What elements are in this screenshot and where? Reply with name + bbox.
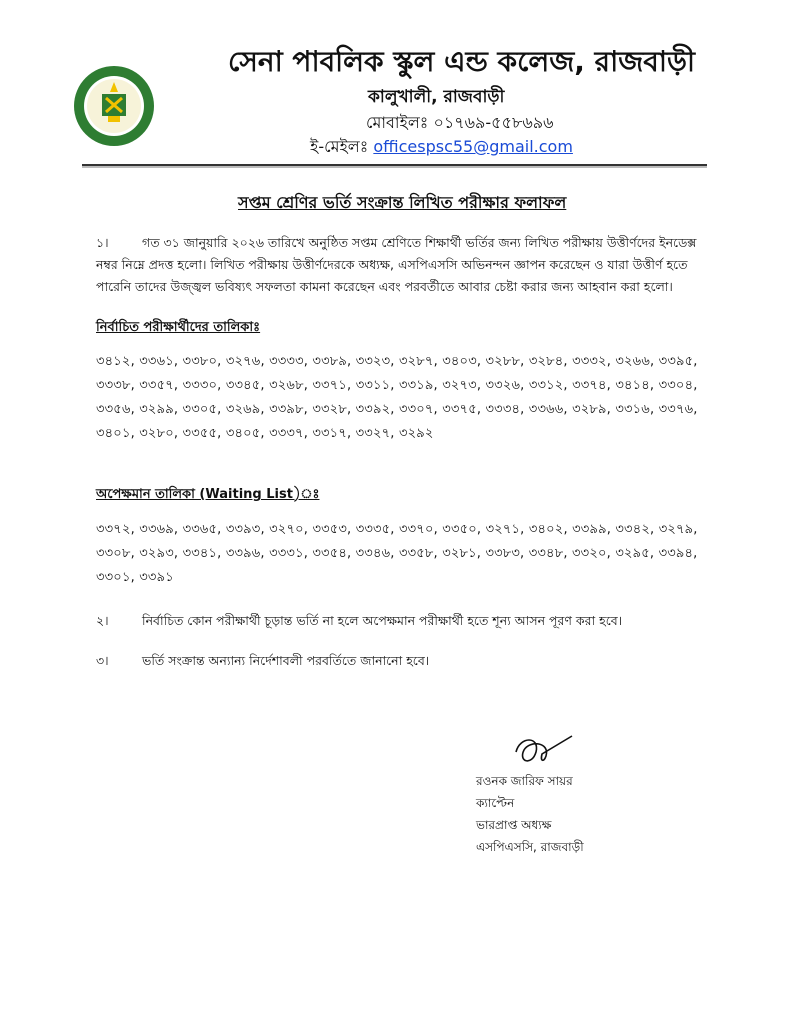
selected-index-number: ৩৩৭৫, <box>442 402 482 417</box>
selected-index-number: ৩৩১৭, <box>312 426 352 441</box>
waiting-index-number: ৩৩৬৫, <box>182 522 222 537</box>
selected-index-number: ৩৩৮০, <box>182 354 222 369</box>
waiting-index-number: ৩৩৭২, <box>96 522 135 537</box>
paragraph-3 <box>96 650 706 672</box>
selected-index-number: ৩৩৫৫, <box>182 426 222 441</box>
selected-list-title: নির্বাচিত পরীক্ষার্থীদের তালিকাঃ <box>96 320 261 335</box>
selected-index-number: ৩৩৬৬, <box>528 402 568 417</box>
waiting-index-number: ৩৩৩৫, <box>355 522 395 537</box>
selected-index-number: ৩৩০৫, <box>182 402 222 417</box>
waiting-index-number: ৩২৭১, <box>485 522 525 537</box>
email-link[interactable]: officespsc55@gmail.com <box>373 137 573 156</box>
waiting-index-number: ৩৩৯১ <box>139 570 174 585</box>
waiting-index-number: ৩৩৪১, <box>182 546 222 561</box>
selected-index-number: ৩৩৫৭, <box>139 378 179 393</box>
waiting-index-number: ৩৩৩১, <box>269 546 309 561</box>
waiting-index-number: ৩২৮১, <box>442 546 482 561</box>
selected-index-number: ৩৩৩৮, <box>96 378 135 393</box>
selected-index-number: ৩৩০৪, <box>658 378 698 393</box>
selected-index-number: ৩২৮৯, <box>572 402 612 417</box>
selected-index-number: ৩৩১৬, <box>615 402 655 417</box>
waiting-index-number: ৩৩৫৮, <box>398 546 438 561</box>
paragraph-2 <box>96 610 706 632</box>
selected-index-number: ৩৩৩৭, <box>269 426 309 441</box>
selected-index-number: ৩৩৭১, <box>312 378 352 393</box>
selected-index-number: ৩৩৯২, <box>355 402 395 417</box>
selected-index-number: ৩৩৫৬, <box>96 402 135 417</box>
selected-index-number: ৩২৬৯, <box>225 402 265 417</box>
school-name: সেনা পাবলিক স্কুল এন্ড কলেজ, রাজবাড়ী <box>228 45 695 78</box>
mobile-label: মোবাইলঃ <box>366 113 429 132</box>
waiting-index-number: ৩৩৫৩, <box>312 522 352 537</box>
waiting-index-number: ৩৩৫০, <box>442 522 482 537</box>
selected-index-number: ৩২৯২ <box>398 426 434 441</box>
selected-index-number: ৩৩২৭, <box>355 426 395 441</box>
selected-index-number: ৩৩৩৪, <box>485 402 525 417</box>
selected-index-number: ৩৪১৪, <box>615 378 655 393</box>
waiting-index-number: ৩৩০৮, <box>96 546 135 561</box>
selected-index-number: ৩৪০১, <box>96 426 135 441</box>
waiting-index-number: ৩২৭৯, <box>658 522 698 537</box>
selected-index-number: ৩৩৮৯, <box>312 354 352 369</box>
selected-index-number: ৩৩২৩, <box>355 354 395 369</box>
waiting-index-number: ৩৩৯৪, <box>658 546 698 561</box>
email-line <box>310 134 573 161</box>
selected-index-number: ৩৩৯৮, <box>269 402 309 417</box>
signatory-block <box>476 770 584 858</box>
paragraph-text: ভর্তি সংক্রান্ত অন্যান্য নির্দেশাবলী পরবর্তিতে জানানো হবে। <box>142 653 430 668</box>
selected-index-number: ৩২৯৯, <box>139 402 179 417</box>
waiting-list-title: অপেক্ষমান তালিকা (Waiting List)ঃ <box>96 487 320 502</box>
waiting-index-number: ৩৩০১, <box>96 570 135 585</box>
selected-index-number: ৩৩১১, <box>355 378 395 393</box>
waiting-index-number: ৩৩৫৪, <box>312 546 352 561</box>
selected-index-number: ৩৩২৬, <box>485 378 525 393</box>
paragraph-text: গত ৩১ জানুয়ারি ২০২৬ তারিখে অনুষ্ঠিত সপ্তম শ্রেণিতে শিক্ষার্থী ভর্তির জন্য লিখিত পরীক্ষায় উত্তীর্ণদের ইনডেক্স নম্বর নিম্নে প্রদত্ত হলো। লিখিত পরীক্ষায় উত্তীর্ণদেরকে অধ্যক্ষ, এসপিএসসি অভিনন্দন জ্ঞাপন করেছেন ও যারা উত্তীর্ণ হতে পারেনি তাদের উজ্জ্বল ভবিষ্যৎ সফলতা কামনা করেছেন এবং পরবর্তীতে আবার চেষ্টা করার জন্য আহবান করা হলো। <box>96 235 697 294</box>
selected-index-number: ৩২৮০, <box>139 426 179 441</box>
email-label: ই-মেইলঃ <box>310 137 369 156</box>
signature-icon <box>510 732 580 772</box>
selected-index-number: ৩২৭৬, <box>225 354 265 369</box>
selected-index-number: ৩৪০৫, <box>225 426 265 441</box>
selected-index-number: ৩৩৩২, <box>572 354 612 369</box>
signatory-name: রওনক জারিফ সায়র <box>476 774 573 788</box>
notice-title: সপ্তম শ্রেণির ভর্তি সংক্রান্ত লিখিত পরীক্ষার ফলাফল <box>238 193 567 212</box>
selected-index-number: ৩২৮৪, <box>528 354 568 369</box>
paragraph-number: ১। <box>96 235 109 250</box>
waiting-index-number: ৩৩৪২, <box>615 522 655 537</box>
waiting-index-number: ৩২৯৫, <box>615 546 655 561</box>
selected-index-number: ৩৩১৯, <box>398 378 438 393</box>
signatory-org: এসপিএসসি, রাজবাড়ী <box>476 840 584 854</box>
signatory-designation: ভারপ্রাপ্ত অধ্যক্ষ <box>476 818 552 832</box>
waiting-index-number: ৩৪০২, <box>528 522 568 537</box>
selected-index-number: ৩৩২৮, <box>312 402 352 417</box>
selected-index-number: ৩৩৪৫, <box>225 378 265 393</box>
selected-index-number: ৩৩৯৫, <box>658 354 698 369</box>
selected-index-number: ৩৩১২, <box>528 378 568 393</box>
selected-index-number: ৩২৭৩, <box>442 378 482 393</box>
selected-index-number: ৩২৬৮, <box>269 378 309 393</box>
waiting-index-number: ৩২৭০, <box>269 522 309 537</box>
selected-index-number: ৩৩৬১, <box>139 354 179 369</box>
waiting-index-number: ৩৩৪৮, <box>528 546 568 561</box>
selected-index-number: ৩২৬৬, <box>615 354 655 369</box>
selected-list <box>96 350 711 446</box>
paragraph-1 <box>96 232 706 298</box>
waiting-index-number: ৩৩৯৬, <box>225 546 265 561</box>
selected-index-number: ৩৩৩০, <box>182 378 222 393</box>
waiting-index-number: ৩৩৯৩, <box>225 522 265 537</box>
waiting-index-number: ৩৩৪৬, <box>355 546 395 561</box>
paragraph-number: ২। <box>96 613 109 628</box>
school-address: কালুখালী, রাজবাড়ী <box>368 87 505 107</box>
mobile-line <box>366 110 554 137</box>
signatory-rank: ক্যাপ্টেন <box>476 796 515 810</box>
selected-index-number: ৩৩৩৩, <box>269 354 309 369</box>
waiting-index-number: ৩৩৮৩, <box>485 546 525 561</box>
school-logo-icon <box>72 64 156 148</box>
selected-index-number: ৩২৮৭, <box>398 354 438 369</box>
paragraph-text: নির্বাচিত কোন পরীক্ষার্থী চূড়ান্ত ভর্তি না হলে অপেক্ষমান পরীক্ষার্থী হতে শূন্য আসন পূরণ করা হবে। <box>142 613 623 628</box>
selected-index-number: ৩৩৭৪, <box>572 378 612 393</box>
paragraph-number: ৩। <box>96 653 109 668</box>
waiting-index-number: ৩৩৬৯, <box>139 522 179 537</box>
waiting-index-number: ৩২৯৩, <box>139 546 179 561</box>
header-divider <box>82 164 707 166</box>
selected-index-number: ৩৩৭৬, <box>658 402 698 417</box>
waiting-index-number: ৩৩২০, <box>572 546 611 561</box>
waiting-index-number: ৩৩৭০, <box>399 522 438 537</box>
selected-index-number: ৩২৮৮, <box>485 354 525 369</box>
selected-index-number: ৩৩০৭, <box>398 402 438 417</box>
mobile-number: ০১৭৬৯-৫৫৮৬৯৬ <box>433 113 554 132</box>
selected-index-number: ৩৪০৩, <box>442 354 482 369</box>
waiting-index-number: ৩৩৯৯, <box>572 522 612 537</box>
waiting-list <box>96 518 711 590</box>
selected-index-number: ৩৪১২, <box>96 354 135 369</box>
